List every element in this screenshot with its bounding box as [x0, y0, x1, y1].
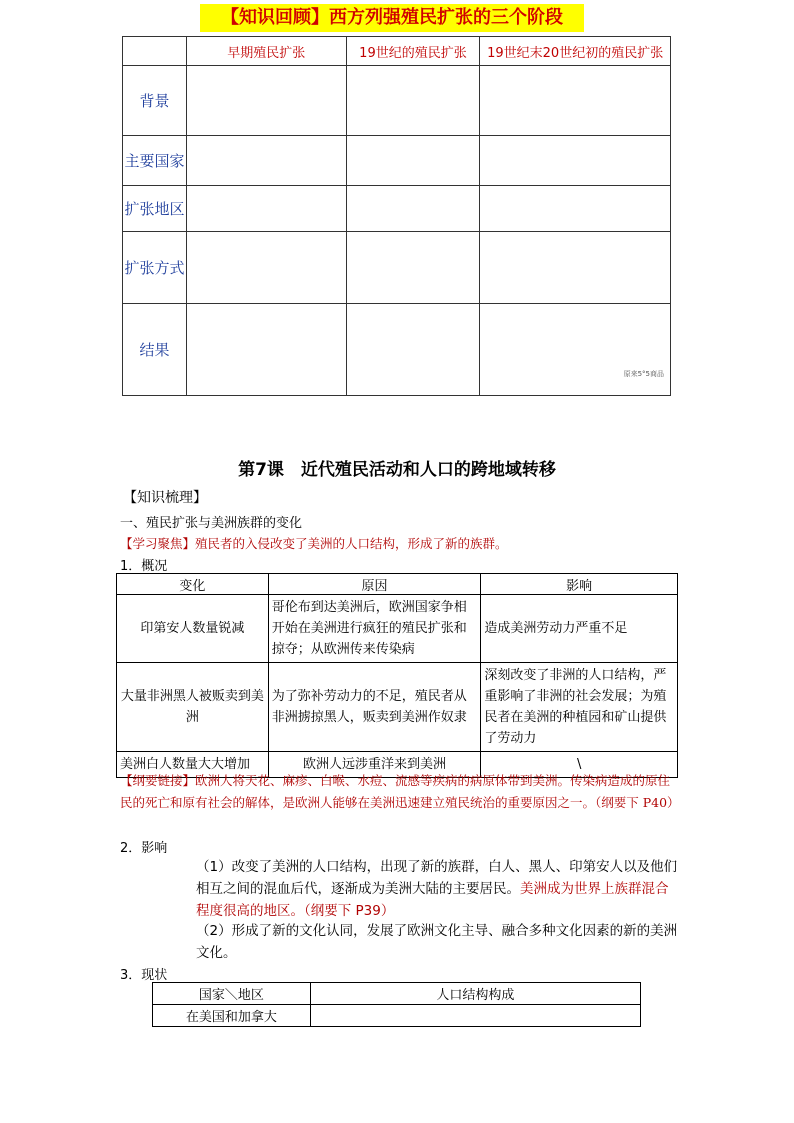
review-header-19c: 19世纪的殖民扩张 [346, 37, 480, 66]
part-one-heading: 一、殖民扩张与美洲族群的变化 [120, 516, 303, 531]
review-header-late19c: 19世纪末20世纪初的殖民扩张 [480, 37, 671, 66]
impact-one [196, 856, 680, 922]
review-row-countries: 主要国家 [123, 136, 187, 186]
watermark: 原来5°5商品 [623, 370, 664, 378]
focus-text: 殖民者的入侵改变了美洲的人口结构，形成了新的族群。 [195, 536, 508, 551]
overview-header-change: 变化 [117, 574, 269, 595]
impact-one-text: （1）改变了美洲的人口结构，出现了新的族群，白人、黑人、印第安人以及他们相互之间的混血后代，逐渐成为美洲大陆的主要居民。 [196, 859, 678, 897]
review-header-early: 早期殖民扩张 [186, 37, 346, 66]
overview-cause-2: 为了弥补劳动力的不足，殖民者从非洲掳掠黑人，贩卖到美洲作奴隶 [268, 663, 481, 752]
lesson-title: 第7课 近代殖民活动和人口的跨地域转移 [238, 460, 556, 480]
overview-change-1: 印第安人数量锐减 [117, 595, 269, 663]
impact-label: 2．影响 [120, 841, 168, 856]
status-row-us-canada-value [310, 1005, 640, 1027]
status-header-structure: 人口结构构成 [310, 983, 640, 1005]
overview-cause-3: 欧洲人远涉重洋来到美洲 [268, 752, 481, 778]
focus-line [120, 534, 508, 552]
overview-label: 1．概况 [120, 559, 168, 574]
review-table [122, 36, 671, 396]
review-row-results: 结果 [123, 304, 187, 396]
status-table [152, 982, 641, 1027]
status-label: 3．现状 [120, 968, 168, 983]
overview-header-cause: 原因 [268, 574, 481, 595]
review-row-background: 背景 [123, 66, 187, 136]
outline-note: 【纲要链接】欧洲人将天花、麻疹、白喉、水痘、流感等疾病的病原体带到美洲。传染病造成的原住民的死亡和原有社会的解体，是欧洲人能够在美洲迅速建立殖民统治的重要原因之一。（纲要下 P40） [120, 773, 680, 810]
review-header-blank [123, 37, 187, 66]
impact-two: （2）形成了新的文化认同，发展了欧洲文化主导、融合多种文化因素的新的美洲文化。 [196, 923, 678, 961]
review-banner: 【知识回顾】西方列强殖民扩张的三个阶段 [200, 4, 584, 32]
overview-change-3: 美洲白人数量大大增加 [117, 752, 269, 778]
overview-effect-2: 深刻改变了非洲的人口结构，严重影响了非洲的社会发展；为殖民者在美洲的种植园和矿山提供了劳动力 [481, 663, 678, 752]
status-header-region: 国家＼地区 [153, 983, 311, 1005]
overview-effect-3: \ [481, 752, 678, 778]
overview-change-2: 大量非洲黑人被贩卖到美洲 [117, 663, 269, 752]
overview-cause-1: 哥伦布到达美洲后，欧洲国家争相开始在美洲进行疯狂的殖民扩张和掠夺；从欧洲传来传染病 [268, 595, 481, 663]
overview-effect-1: 造成美洲劳动力严重不足 [481, 595, 678, 663]
overview-table [116, 573, 678, 778]
review-row-regions: 扩张地区 [123, 186, 187, 232]
focus-label: 【学习聚焦】 [120, 536, 196, 551]
section-heading: 【知识梳理】 [123, 490, 207, 506]
impact-one-link: 美洲成为世界上族群混合程度很高的地区。（纲要下 P39） [196, 881, 669, 919]
status-row-us-canada: 在美国和加拿大 [153, 1005, 311, 1027]
review-row-methods: 扩张方式 [123, 232, 187, 304]
overview-header-effect: 影响 [481, 574, 678, 595]
